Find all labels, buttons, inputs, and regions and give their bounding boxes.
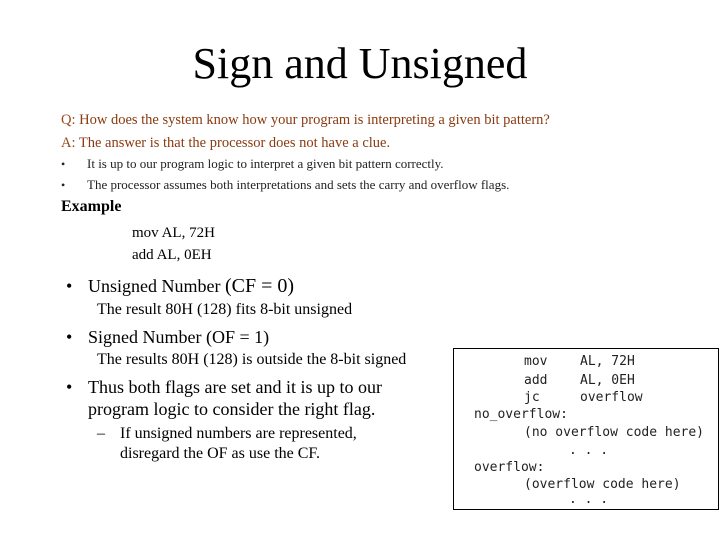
answer-key: A:	[61, 135, 76, 151]
code-operand: AL, 0EH	[580, 373, 635, 388]
code-mnemonic: mov	[524, 354, 548, 369]
code-comment-no-overflow: (no overflow code here)	[524, 425, 705, 440]
answer-line	[61, 134, 390, 152]
example-code-line-2: add AL, 0EH	[132, 247, 212, 263]
example-label: Example	[61, 198, 122, 215]
code-comment-overflow: (overflow code here)	[524, 477, 681, 492]
conclusion-line-1: Thus both flags are set and it is up to our	[88, 377, 382, 397]
small-bullet-text-1: It is up to our program logic to interpret a given bit pattern correctly.	[87, 156, 444, 171]
small-bullet-1	[61, 155, 65, 173]
code-mnemonic: jc	[524, 390, 540, 405]
code-label-overflow: overflow:	[474, 460, 545, 475]
note-line-2: disregard the OF as use the CF.	[120, 445, 321, 462]
code-ellipsis: . . .	[569, 492, 609, 507]
note-line-1: If unsigned numbers are represented,	[120, 425, 357, 442]
unsigned-number-text: Unsigned Number	[88, 276, 225, 296]
code-operand: overflow	[580, 390, 643, 405]
unsigned-result-text: The result 80H (128) fits 8-bit unsigned	[97, 301, 353, 318]
signed-result-text: The results 80H (128) is outside the 8-bit signed	[97, 351, 407, 368]
dash-marker: –	[97, 425, 105, 442]
slide-title: Sign and Unsigned	[192, 39, 528, 88]
bullet-marker: •	[61, 178, 66, 192]
code-operand: AL, 72H	[580, 354, 635, 369]
bullet-marker: •	[61, 157, 66, 171]
example-code-line-1: mov AL, 72H	[132, 225, 215, 241]
carry-flag-note: (CF = 0)	[224, 275, 295, 297]
bullet-marker: •	[66, 276, 73, 296]
code-ellipsis: . . .	[569, 443, 609, 458]
small-bullet-2	[61, 176, 65, 194]
bullet-marker: •	[66, 327, 73, 347]
question-line	[61, 111, 550, 129]
bullet-marker: •	[66, 377, 73, 397]
unsigned-number-bullet	[88, 275, 294, 297]
small-bullet-text-2: The processor assumes both interpretations and sets the carry and overflow flags.	[87, 177, 510, 192]
code-label-no-overflow: no_overflow:	[474, 407, 568, 422]
question-key: Q:	[61, 112, 76, 128]
conclusion-line-2: program logic to consider the right flag.	[88, 399, 376, 419]
signed-number-text: Signed Number (OF = 1)	[88, 327, 270, 347]
question-text: How does the system know how your program is interpreting a given bit pattern?	[79, 112, 550, 128]
answer-text: The answer is that the processor does not have a clue.	[78, 135, 391, 151]
code-mnemonic: add	[524, 373, 548, 388]
assembly-code-box	[453, 348, 719, 510]
